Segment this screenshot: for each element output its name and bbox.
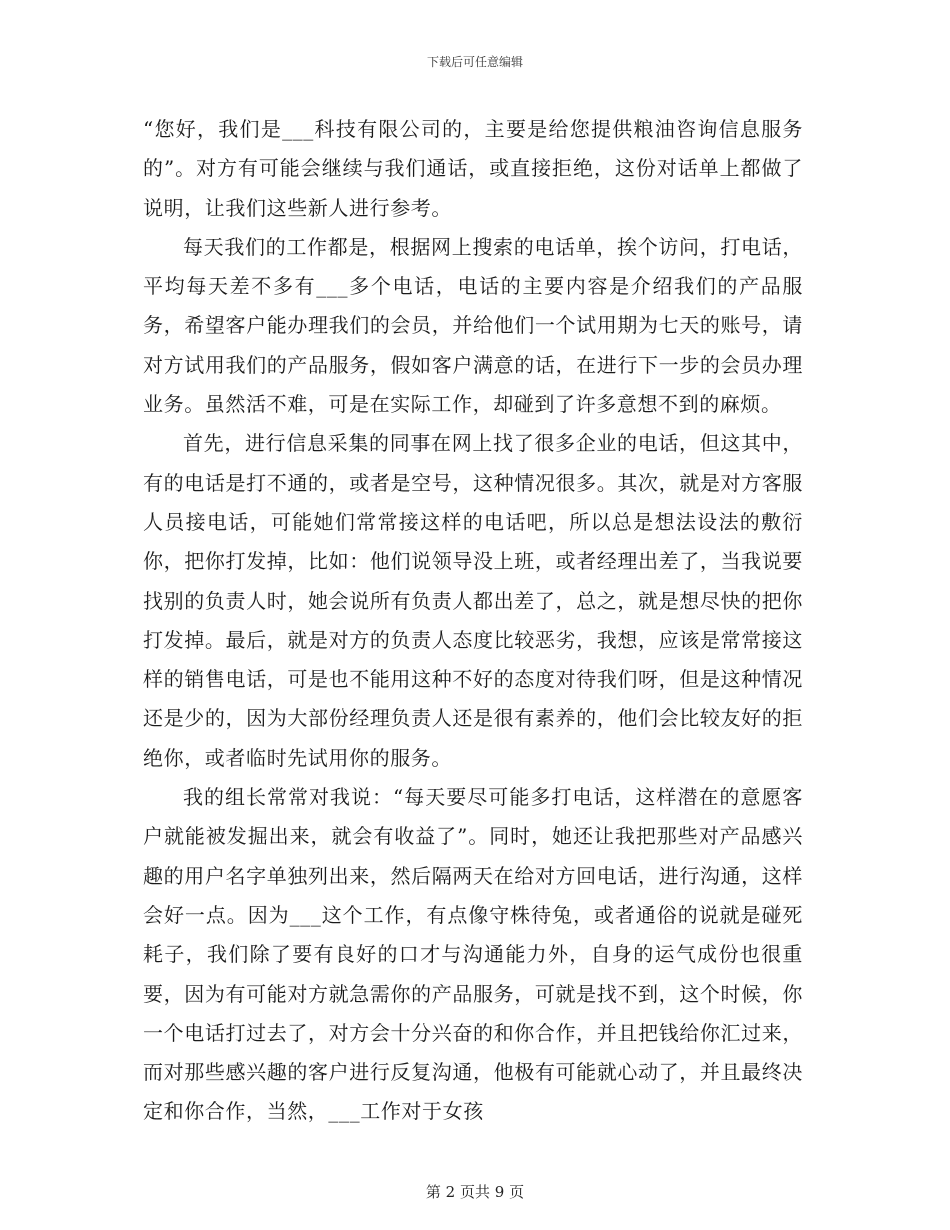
- header-note: 下载后可任意编辑: [426, 55, 523, 69]
- paragraph-4: 我的组长常常对我说：“每天要尽可能多打电话，这样潜在的意愿客户就能被发掘出来，就会有收益了”。同时，她还让我把那些对产品感兴趣的用户名字单独列出来，然后隔两天在给对方回电话，进行沟通，这样会好一点。因为___这个工作，有点像守株待兔，或者通俗的说就是碰死耗子，我们除了要有良好的口才与沟通能力外，自身的运气成份也很重要，因为有可能对方就急需你的产品服务，可就是找不到，这个时候，你一个电话打过去了，对方会十分兴奋的和你合作，并且把钱给你汇过来，而对那些感兴趣的客户进行反复沟通，他极有可能就心动了，并且最终决定和你合作，当然，___工作对于女孩: [143, 785, 803, 1124]
- paragraph-2: 每天我们的工作都是，根据网上搜索的电话单，挨个访问，打电话，平均每天差不多有___多个电话，电话的主要内容是介绍我们的产品服务，希望客户能办理我们的会员，并给他们一个试用期为七天的账号，请对方试用我们的产品服务，假如客户满意的话，在进行下一步的会员办理业务。虽然活不难，可是在实际工作，却碰到了许多意想不到的麻烦。: [143, 234, 803, 417]
- page-footer: [0, 1183, 950, 1201]
- page-header: [0, 54, 950, 70]
- paragraph-3: 首先，进行信息采集的同事在网上找了很多企业的电话，但这其中，有的电话是打不通的，或者是空号，这种情况很多。其次，就是对方客服人员接电话，可能她们常常接这样的电话吧，所以总是想法设法的敷衍你，把你打发掉，比如：他们说领导没上班，或者经理出差了，当我说要找别的负责人时，她会说所有负责人都出差了，总之，就是想尽快的把你打发掉。最后，就是对方的负责人态度比较恶劣，我想，应该是常常接这样的销售电话，可是也不能用这种不好的态度对待我们呀，但是这种情况还是少的，因为大部份经理负责人还是很有素养的，他们会比较友好的拒绝你，或者临时先试用你的服务。: [143, 431, 803, 770]
- document-body: [143, 110, 803, 1132]
- page-number: 第 2 页共 9 页: [425, 1183, 525, 1201]
- paragraph-1: “您好，我们是___科技有限公司的，主要是给您提供粮油咨询信息服务的”。对方有可能会继续与我们通话，或直接拒绝，这份对话单上都做了说明，让我们这些新人进行参考。: [143, 117, 803, 220]
